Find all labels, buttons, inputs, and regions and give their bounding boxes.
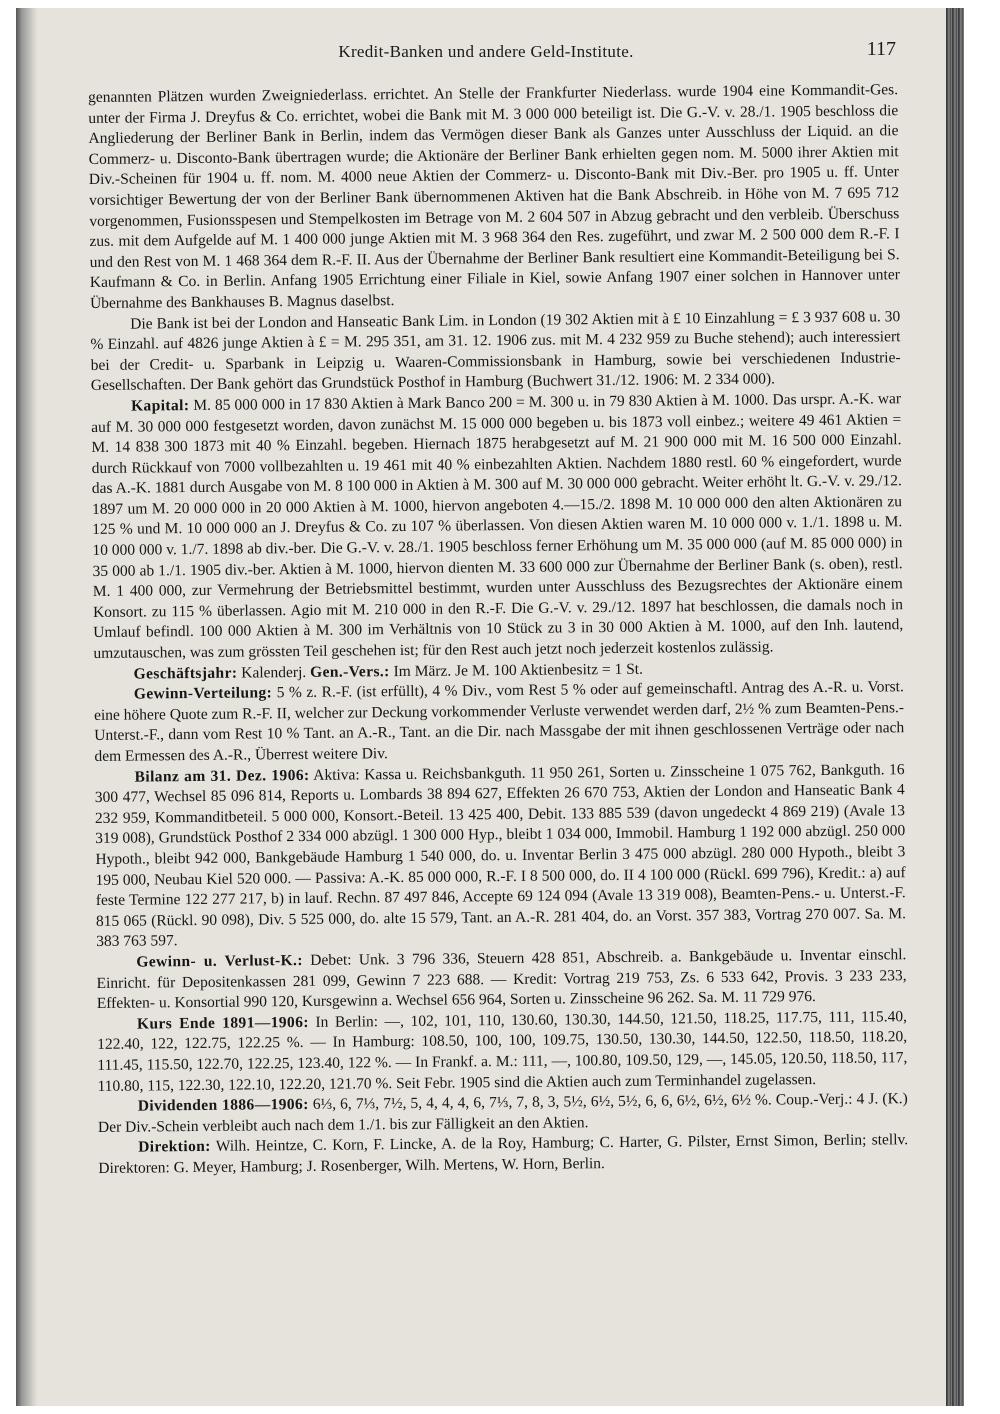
paragraph-participations	[90, 307, 901, 397]
paragraph-text: Die Bank ist bei der London and Hanseatic Bank Lim. in London (19 302 Aktien mit à £ 10 Einzahlung = £ 3 937 608 u. 30 % Einzahl. auf 4826 junge Aktien à £ = M. 295 351, am 31. 12. 1906 zus. mit M. 4 232 959 zu Buche stehend); auch interessiert bei der Credit- u. Sparbank in Leipzig u. Waaren-Commissionsbank in Hamburg, sowie bei verschiedenen Industrie-Gesellschaften. Der Bank gehört das Grundstück Posthof in Hamburg (Buchwert 31./12. 1906: M. 2 334 000).	[90, 307, 901, 395]
section-label: Kurs Ende 1891—1906:	[136, 1013, 309, 1033]
paragraph-text: Wilh. Heintze, C. Korn, F. Lincke, A. de la Roy, Hamburg; C. Harter, G. Pilster, Ernst Simon, Berlin; stellv. Direktoren: G. Meyer, Hamburg; J. Rosenberger, Wilh. Mertens, W. Horn, Berlin.	[98, 1131, 909, 1177]
paragraph-bilanz	[95, 760, 907, 953]
paragraph-text: Kalenderj.	[241, 663, 307, 682]
paragraph-text: 5 % z. R.-F. (ist erfüllt), 4 % Div., vom Rest 5 % oder auf gemeinschaftl. Antrag des A.-R. u. Vorst. eine höhere Quote zum R.-F. II, welcher zur Deckung vorkommender Verluste verwendet werden darf, 2½ % zum Beamten-Pens.-Unterst.-F., dann vom Rest 10 % Tant. an A.-R., Tant. an die Dir. nach Massgabe der mit ihnen geschlossenen Verträge oder nach dem Ermessen des A.-R., Überrest weitere Div.	[93, 678, 905, 765]
paragraph-text: In Berlin: —, 102, 101, 110, 130.60, 130.30, 144.50, 121.50, 118.25, 117.75, 111, 115.40, 122.40, 122, 122.75, 122.25 %. — In Hamburg: 108.50, 100, 100, 109.75, 130.50, 130.30, 144.50, 122.50, 118.50, 118.20, 111.45, 115.50, 122.70, 122.25, 123.40, 122 %. — In Frankf. a. M.: 111, —, 100.80, 109.50, 129, —, 145.05, 120.50, 118.50, 117, 110.80, 115, 122.30, 122.10, 122.20, 121.70 %. Seit Febr. 1905 sind die Aktien auch zum Terminhandel zugelassen.	[97, 1007, 908, 1095]
section-label: Gewinn-Verteilung:	[133, 684, 273, 703]
page-stack-edge	[946, 8, 964, 1406]
paragraph-branches	[88, 80, 900, 314]
page-header	[76, 34, 896, 66]
paragraph-gewinn-verteilung	[94, 677, 905, 767]
section-label-gen-vers: Gen.-Vers.:	[310, 662, 390, 681]
paragraph-text: Aktiva: Kassa u. Reichsbankguth. 11 950 261, Sorten u. Zinsscheine 1 075 762, Bankguth. 16 300 477, Wechsel 85 096 814, Reports u. Lombards 38 894 627, Effekten 26 670 753, Aktien der London and Hanseatic Bank 4 232 959, Kommanditbeteil. 5 000 000, Konsort.-Beteil. 13 425 400, Debit. 133 885 539 (davon ungedeckt 4 869 219) (Avale 13 319 008), Grundstück Posthof 2 334 000 abzügl. 1 300 000 Hyp., bleibt 1 034 000, Immobil. Hamburg 1 192 000 abzügl. 250 000 Hypoth., bleibt 942 000, Bankgebäude Hamburg 1 540 000, do. u. Inventar Berlin 3 475 000 abzügl. 280 000 Hypoth., bleibt 3 195 000, Neubau Kiel 520 000. — Passiva: A.-K. 85 000 000, R.-F. I 8 500 000, do. II 4 100 000 (Rückl. 699 796), Kredit.: a) auf feste Termine 122 277 217, b) in lauf. Rechn. 87 497 846, Accepte 69 124 094 (Avale 13 319 008), Beamten-Pens.- u. Unterst.-F. 815 065 (Rückl. 90 098), Div. 5 525 000, do. alte 15 579, Tant. an A.-R. 281 404, do. an Vorst. 357 383, Vortrag 270 007. Sa. M. 383 763 597.	[94, 760, 907, 951]
paragraph-gewinn-verlust	[96, 945, 907, 1015]
paragraph-text: genannten Plätzen wurden Zweigniederlass. errichtet. An Stelle der Frankfurter Niederlass. wurde 1904 eine Kommandit-Ges. unter der Firma J. Dreyfus & Co. errichtet, wobei die Bank mit M. 3 000 000 beteiligt ist. Die G.-V. v. 28./1. 1905 beschloss die Angliederung der Berliner Bank in Berlin, indem das Vermögen dieser Bank als Ganzes unter Ausschluss der Liquid. an die Commerz- u. Disconto-Bank übertragen wurde; die Aktionäre der Berliner Bank erhielten gegen nom. M. 5000 ihrer Aktien mit Div.-Scheinen für 1904 u. ff. nom. M. 4000 neue Aktien der Commerz- u. Disconto-Bank mit Div.-Ber. pro 1905 u. ff. Unter vorsichtiger Bewertung der von der Berliner Bank übernommenen Aktiven hat die Bank Abschreib. in Höhe von M. 7 695 712 vorgenommen, Fusionsspesen und Stempelkosten im Betrage von M. 2 604 507 in Abzug gebracht und den verbleib. Überschuss zus. mit dem Aufgelde auf M. 1 400 000 junge Aktien mit M. 3 968 364 den Res. zugeführt, und zwar M. 2 500 000 dem R.-F. I und den Rest von M. 1 468 364 dem R.-F. II. Aus der Übernahme der Berliner Bank resultiert eine Kommandit-Beteiligung bei S. Kaufmann & Co. in Berlin. Anfang 1905 Errichtung einer Filiale in Kiel, sowie Anfang 1907 einer solchen in Hannover unter Übernahme des Bankhauses B. Magnus daselbst.	[88, 81, 900, 312]
paragraph-kurs	[97, 1007, 908, 1097]
section-label: Kapital:	[130, 396, 190, 415]
section-label: Dividenden 1886—1906:	[137, 1096, 309, 1115]
page-number: 117	[866, 38, 896, 60]
paragraph-text: Debet: Unk. 3 796 336, Steuern 428 851, Abschreib. a. Bankgebäude u. Inventar einschl. Einricht. für Depositenkassen 281 099, Gewinn 7 223 688. — Kredit: Vortrag 219 753, Zs. 6 533 642, Provis. 3 233 233, Effekten- u. Konsortial 990 120, Kursgewinn a. Wechsel 656 964, Sorten u. Zinsscheine 96 262. Sa. M. 11 729 976.	[96, 946, 907, 1013]
section-label: Direktion:	[138, 1138, 211, 1156]
section-label: Bilanz am 31. Dez. 1906:	[134, 766, 310, 786]
page-body	[88, 80, 908, 1179]
scanned-page	[16, 8, 964, 1406]
running-title: Kredit-Banken und andere Geld-Institute.	[338, 42, 634, 61]
paragraph-direktion	[98, 1130, 908, 1179]
section-label: Gewinn- u. Verlust-K.:	[136, 951, 303, 971]
paragraph-text: 6⅓, 6, 7⅓, 7½, 5, 4, 4, 4, 6, 7⅓, 7, 8, 3, 5½, 6½, 5½, 6, 6, 6½, 6½, 6½ %. Coup.-Verj.: 4 J. (K.) Der Div.-Schein verbleibt auch nach dem 1./1. bis zur Fälligkeit an den Aktien.	[97, 1090, 908, 1136]
paragraph-text-gen-vers: Im März. Je M. 100 Aktienbesitz = 1 St.	[393, 660, 644, 680]
section-label: Geschäftsjahr:	[133, 664, 238, 683]
page-binding-shadow	[16, 8, 38, 1406]
paragraph-text: M. 85 000 000 in 17 830 Aktien à Mark Banco 200 = M. 300 u. in 79 830 Aktien à M. 1000. Das urspr. A.-K. war auf M. 30 000 000 festgesetzt worden, davon zunächst M. 15 000 000 begeben u. bis 1873 voll einbez.; weitere 49 461 Aktien = M. 14 838 300 1873 mit 40 % Einzahl. begeben. Hiernach 1875 herabgesetzt auf M. 21 900 000 mit M. 16 500 000 Einzahl. durch Rückkauf von 7000 vollbezahlten u. 19 461 mit 40 % einbezahlten Aktien. Nachdem 1880 restl. 60 % eingefordert, wurde das A.-K. 1881 durch Ausgabe von M. 8 100 000 in Aktien à M. 300 auf M. 30 000 000 gebracht. Weiter erhöht lt. G.-V. v. 29./12. 1897 um M. 20 000 000 in 20 000 Aktien à M. 1000, hiervon angeboten 4.—15./2. 1898 M. 10 000 000 den alten Aktionären zu 125 % und M. 10 000 000 an J. Dreyfus & Co. zu 107 % überlassen. Von diesen Aktien waren M. 10 000 000 v. 1./1. 1898 u. M. 10 000 000 v. 1./7. 1898 ab div.-ber. Die G.-V. v. 28./1. 1905 beschloss ferner Erhöhung um M. 35 000 000 (auf M. 85 000 000) in 35 000 ab 1./1. 1905 div.-ber. Aktien à M. 1000, hiervon dienten M. 33 600 000 zur Übernahme der Berliner Bank (s. oben), restl. M. 1 400 000, zur Vermehrung der Betriebsmittel bestimmt, wurden unter Ausschluss des Bezugsrechtes der Aktionäre einem Konsort. zu 115 % überlassen. Agio mit M. 210 000 in den R.-F. Die G.-V. v. 29./12. 1897 hat beschlossen, die damals noch in Umlauf befindl. 100 000 Aktien à M. 300 im Verhältnis von 10 Stück zu 3 in 30 000 Aktien à M. 1000, auf den Inh. lautend, umzutauschen, was zum grössten Teil geschehen ist; für den Rest auch jetzt noch jederzeit kostenlos zulässig.	[91, 390, 904, 663]
paragraph-kapital	[91, 389, 904, 664]
